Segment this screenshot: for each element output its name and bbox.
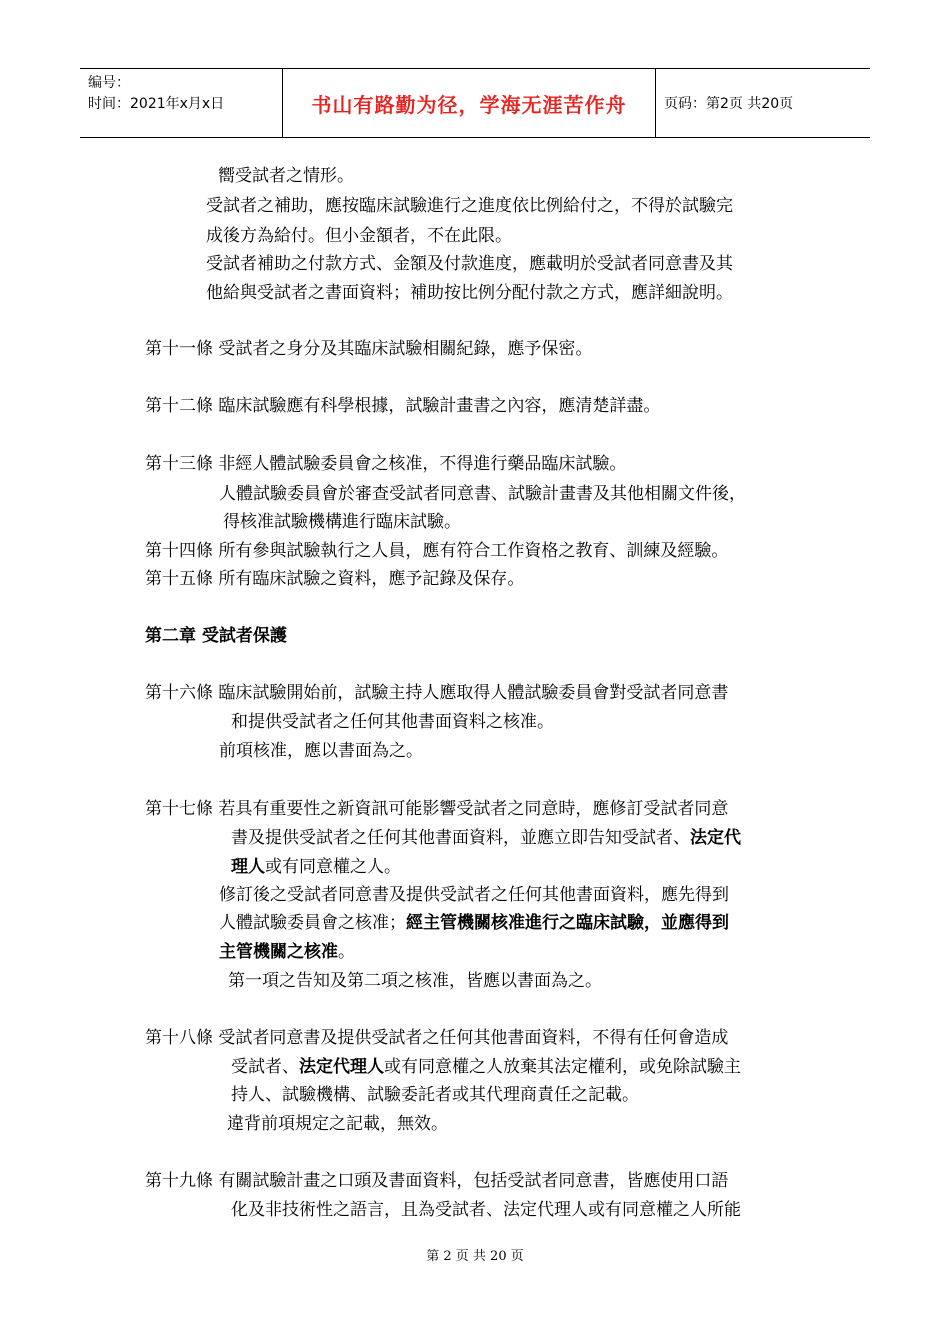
header-motto-cell <box>282 69 656 137</box>
header-page-info: 页码：第2页 共20页 <box>664 96 794 112</box>
text-line <box>231 857 401 877</box>
text-segment: 人體試驗委員會之核准； <box>219 913 406 933</box>
text-line: 化及非技術性之語言，且為受試者、法定代理人或有同意權之人所能 <box>231 1200 741 1220</box>
text-line: 人體試驗委員會於審查受試者同意書、試驗計畫書及其他相關文件後， <box>219 484 746 504</box>
article-18: 第十八條 受試者同意書及提供受試者之任何其他書面資料，不得有任何會造成 <box>145 1028 729 1048</box>
text-line: 持人、試驗機構、試驗委託者或其代理商責任之記載。 <box>231 1085 639 1105</box>
bold-segment: 理人 <box>231 857 265 877</box>
article-14: 第十四條 所有參與試驗執行之人員，應有符合工作資格之教育、訓練及經驗。 <box>145 541 729 561</box>
text-line: 修訂後之受試者同意書及提供受試者之任何其他書面資料，應先得到 <box>219 885 729 905</box>
bold-segment: 法定代 <box>690 828 741 848</box>
article-17: 第十七條 若具有重要性之新資訊可能影響受試者之同意時，應修訂受試者同意 <box>145 799 729 819</box>
text-segment: 受試者、 <box>231 1057 299 1077</box>
text-line: 受試者補助之付款方式、金額及付款進度，應載明於受試者同意書及其 <box>206 254 733 274</box>
chapter-heading: 第二章 受試者保護 <box>145 626 287 646</box>
text-segment: 或有同意權之人放棄其法定權利，或免除試驗主 <box>384 1057 741 1077</box>
text-segment: 或有同意權之人。 <box>265 857 401 877</box>
article-15: 第十五條 所有臨床試驗之資料，應予記錄及保存。 <box>145 569 525 589</box>
article-19: 第十九條 有關試驗計畫之口頭及書面資料，包括受試者同意書，皆應使用口語 <box>145 1171 729 1191</box>
article-16: 第十六條 臨床試驗開始前，試驗主持人應取得人體試驗委員會對受試者同意書 <box>145 683 729 703</box>
header-motto: 书山有路勤为径，学海无涯苦作舟 <box>311 92 627 117</box>
text-line: 成後方為給付。但小金額者，不在此限。 <box>206 226 512 246</box>
text-line: 受試者之補助，應按臨床試驗進行之進度依比例給付之，不得於試驗完 <box>206 196 733 216</box>
article-12: 第十二條 臨床試驗應有科學根據，試驗計畫書之內容，應清楚詳盡。 <box>145 396 661 416</box>
text-line: 違背前項規定之記載，無效。 <box>227 1114 448 1134</box>
article-13: 第十三條 非經人體試驗委員會之核准，不得進行藥品臨床試驗。 <box>145 454 627 474</box>
bold-segment: 主管機關之核准 <box>219 942 338 962</box>
text-segment: 書及提供受試者之任何其他書面資料，並應立即告知受試者、 <box>231 828 690 848</box>
page-footer: 第 2 页 共 20 页 <box>426 1249 524 1264</box>
text-line: 第一項之告知及第二項之核准，皆應以書面為之。 <box>228 971 602 991</box>
header-meta <box>80 69 282 137</box>
text-line: 得核准試驗機構進行臨床試驗。 <box>223 512 461 532</box>
code-label: 编号： <box>88 75 130 91</box>
text-line <box>231 1057 741 1077</box>
text-line: 和提供受試者之任何其他書面資料之核准。 <box>231 712 554 732</box>
text-line: 前項核准，應以書面為之。 <box>219 741 423 761</box>
text-line <box>219 942 355 962</box>
header-page-info-cell <box>656 69 870 137</box>
bold-segment: 經主管機關核准進行之臨床試驗，並應得到 <box>406 913 729 933</box>
text-line: 他給與受試者之書面資料；補助按比例分配付款之方式，應詳細說明。 <box>206 283 733 303</box>
text-line <box>219 913 729 933</box>
date-label: 时间：2021年x月x日 <box>88 96 225 112</box>
text-line: 嚮受試者之情形。 <box>218 166 354 186</box>
article-11: 第十一條 受試者之身分及其臨床試驗相關紀錄，應予保密。 <box>145 339 593 359</box>
page-header <box>80 68 870 138</box>
bold-segment: 法定代理人 <box>299 1057 384 1077</box>
text-segment: 。 <box>338 942 355 962</box>
text-line <box>231 828 741 848</box>
